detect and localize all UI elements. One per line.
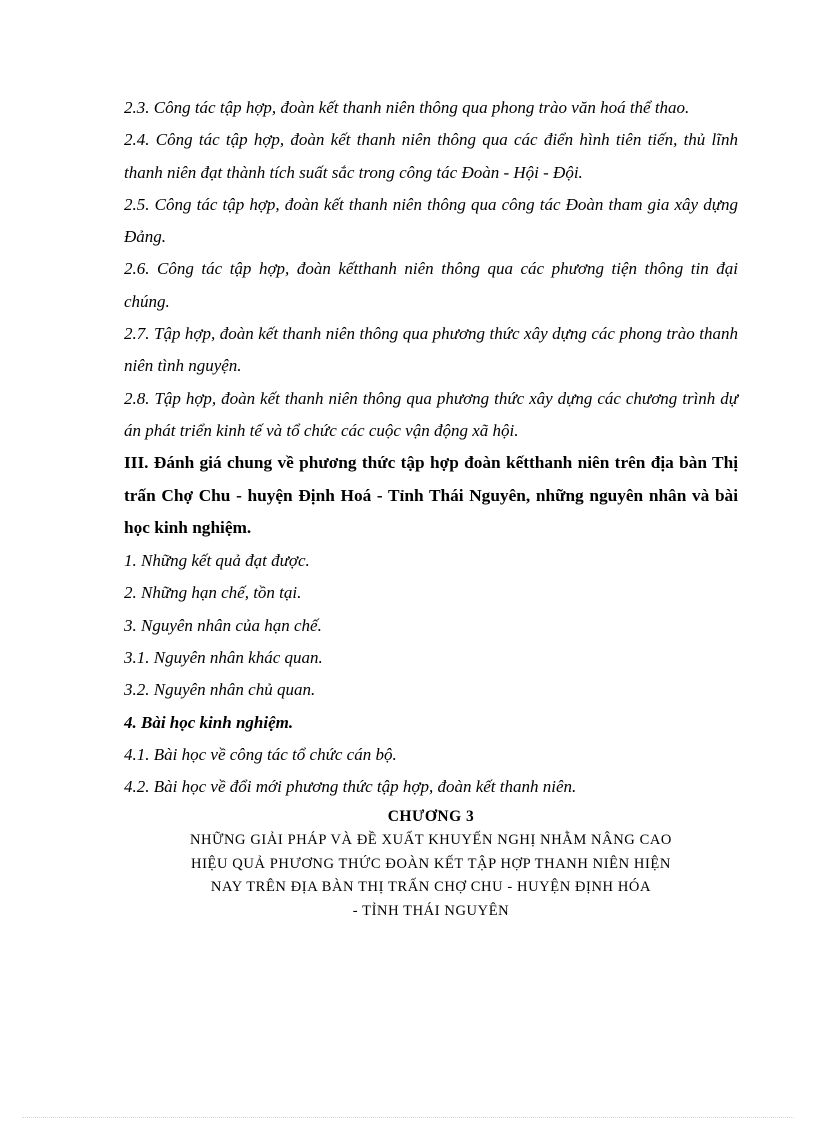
section-item-4: 4. Bài học kinh nghiệm. xyxy=(124,712,294,732)
section-iii-heading: III. Đánh giá chung về phương thức tập hợp đoàn kếtthanh niên trên địa bàn Thị trấn Chợ Chu - huyện Định Hoá - Tỉnh Thái Nguyên, những nguyên nhân và bài học kinh nghiệm. xyxy=(124,453,738,538)
paragraph-2-5: 2.5. Công tác tập hợp, đoàn kết thanh niên thông qua công tác Đoàn tham gia xây dựng Đảng. xyxy=(124,194,738,247)
paragraph-2-6: 2.6. Công tác tập hợp, đoàn kếtthanh niên thông qua các phương tiện thông tin đại chúng. xyxy=(124,259,738,311)
paragraph-2-7: 2.7. Tập hợp, đoàn kết thanh niên thông qua phương thức xây dựng các phong trào thanh niên tình nguyện. xyxy=(124,324,738,376)
section-item-3-1: 3.1. Nguyên nhân khác quan. xyxy=(124,647,323,667)
section-item-3: 3. Nguyên nhân của hạn chế. xyxy=(124,615,322,635)
page-bottom-divider xyxy=(22,1117,794,1118)
section-item-4-1: 4.1. Bài học về công tác tổ chức cán bộ. xyxy=(124,744,397,764)
chapter-subtitle-line-4: - TỈNH THÁI NGUYÊN xyxy=(352,902,510,919)
paragraph-2-3: 2.3. Công tác tập hợp, đoàn kết thanh niên thông qua phong trào văn hoá thể thao. xyxy=(124,98,690,117)
section-item-2: 2. Những hạn chế, tồn tại. xyxy=(124,583,302,603)
section-item-4-2: 4.2. Bài học về đổi mới phương thức tập hợp, đoàn kết thanh niên. xyxy=(124,777,577,797)
section-item-1: 1. Những kết quả đạt được. xyxy=(124,551,310,571)
paragraph-2-8: 2.8. Tập hợp, đoàn kết thanh niên thông qua phương thức xây dựng các chương trình dự án phát triển kinh tế và tổ chức các cuộc vận động xã hội. xyxy=(124,388,738,440)
chapter-subtitle-line-2: HIỆU QUẢ PHƯƠNG THỨC ĐOÀN KẾT TẬP HỢP THANH NIÊN HIỆN xyxy=(191,855,671,872)
chapter-title: CHƯƠNG 3 xyxy=(387,808,475,826)
document-body xyxy=(124,92,738,923)
section-item-3-2: 3.2. Nguyên nhân chủ quan. xyxy=(124,680,316,700)
chapter-subtitle-line-3: NAY TRÊN ĐỊA BÀN THỊ TRẤN CHỢ CHU - HUYỆN ĐỊNH HÓA xyxy=(210,879,652,896)
chapter-subtitle-line-1: NHỮNG GIẢI PHÁP VÀ ĐỀ XUẤT KHUYẾN NGHỊ NHẰM NÂNG CAO xyxy=(189,832,672,849)
paragraph-2-4: 2.4. Công tác tập hợp, đoàn kết thanh niên thông qua các điển hình tiên tiến, thủ lĩnh thanh niên đạt thành tích suất sắc trong công tác Đoàn - Hội - Đội. xyxy=(124,130,738,182)
